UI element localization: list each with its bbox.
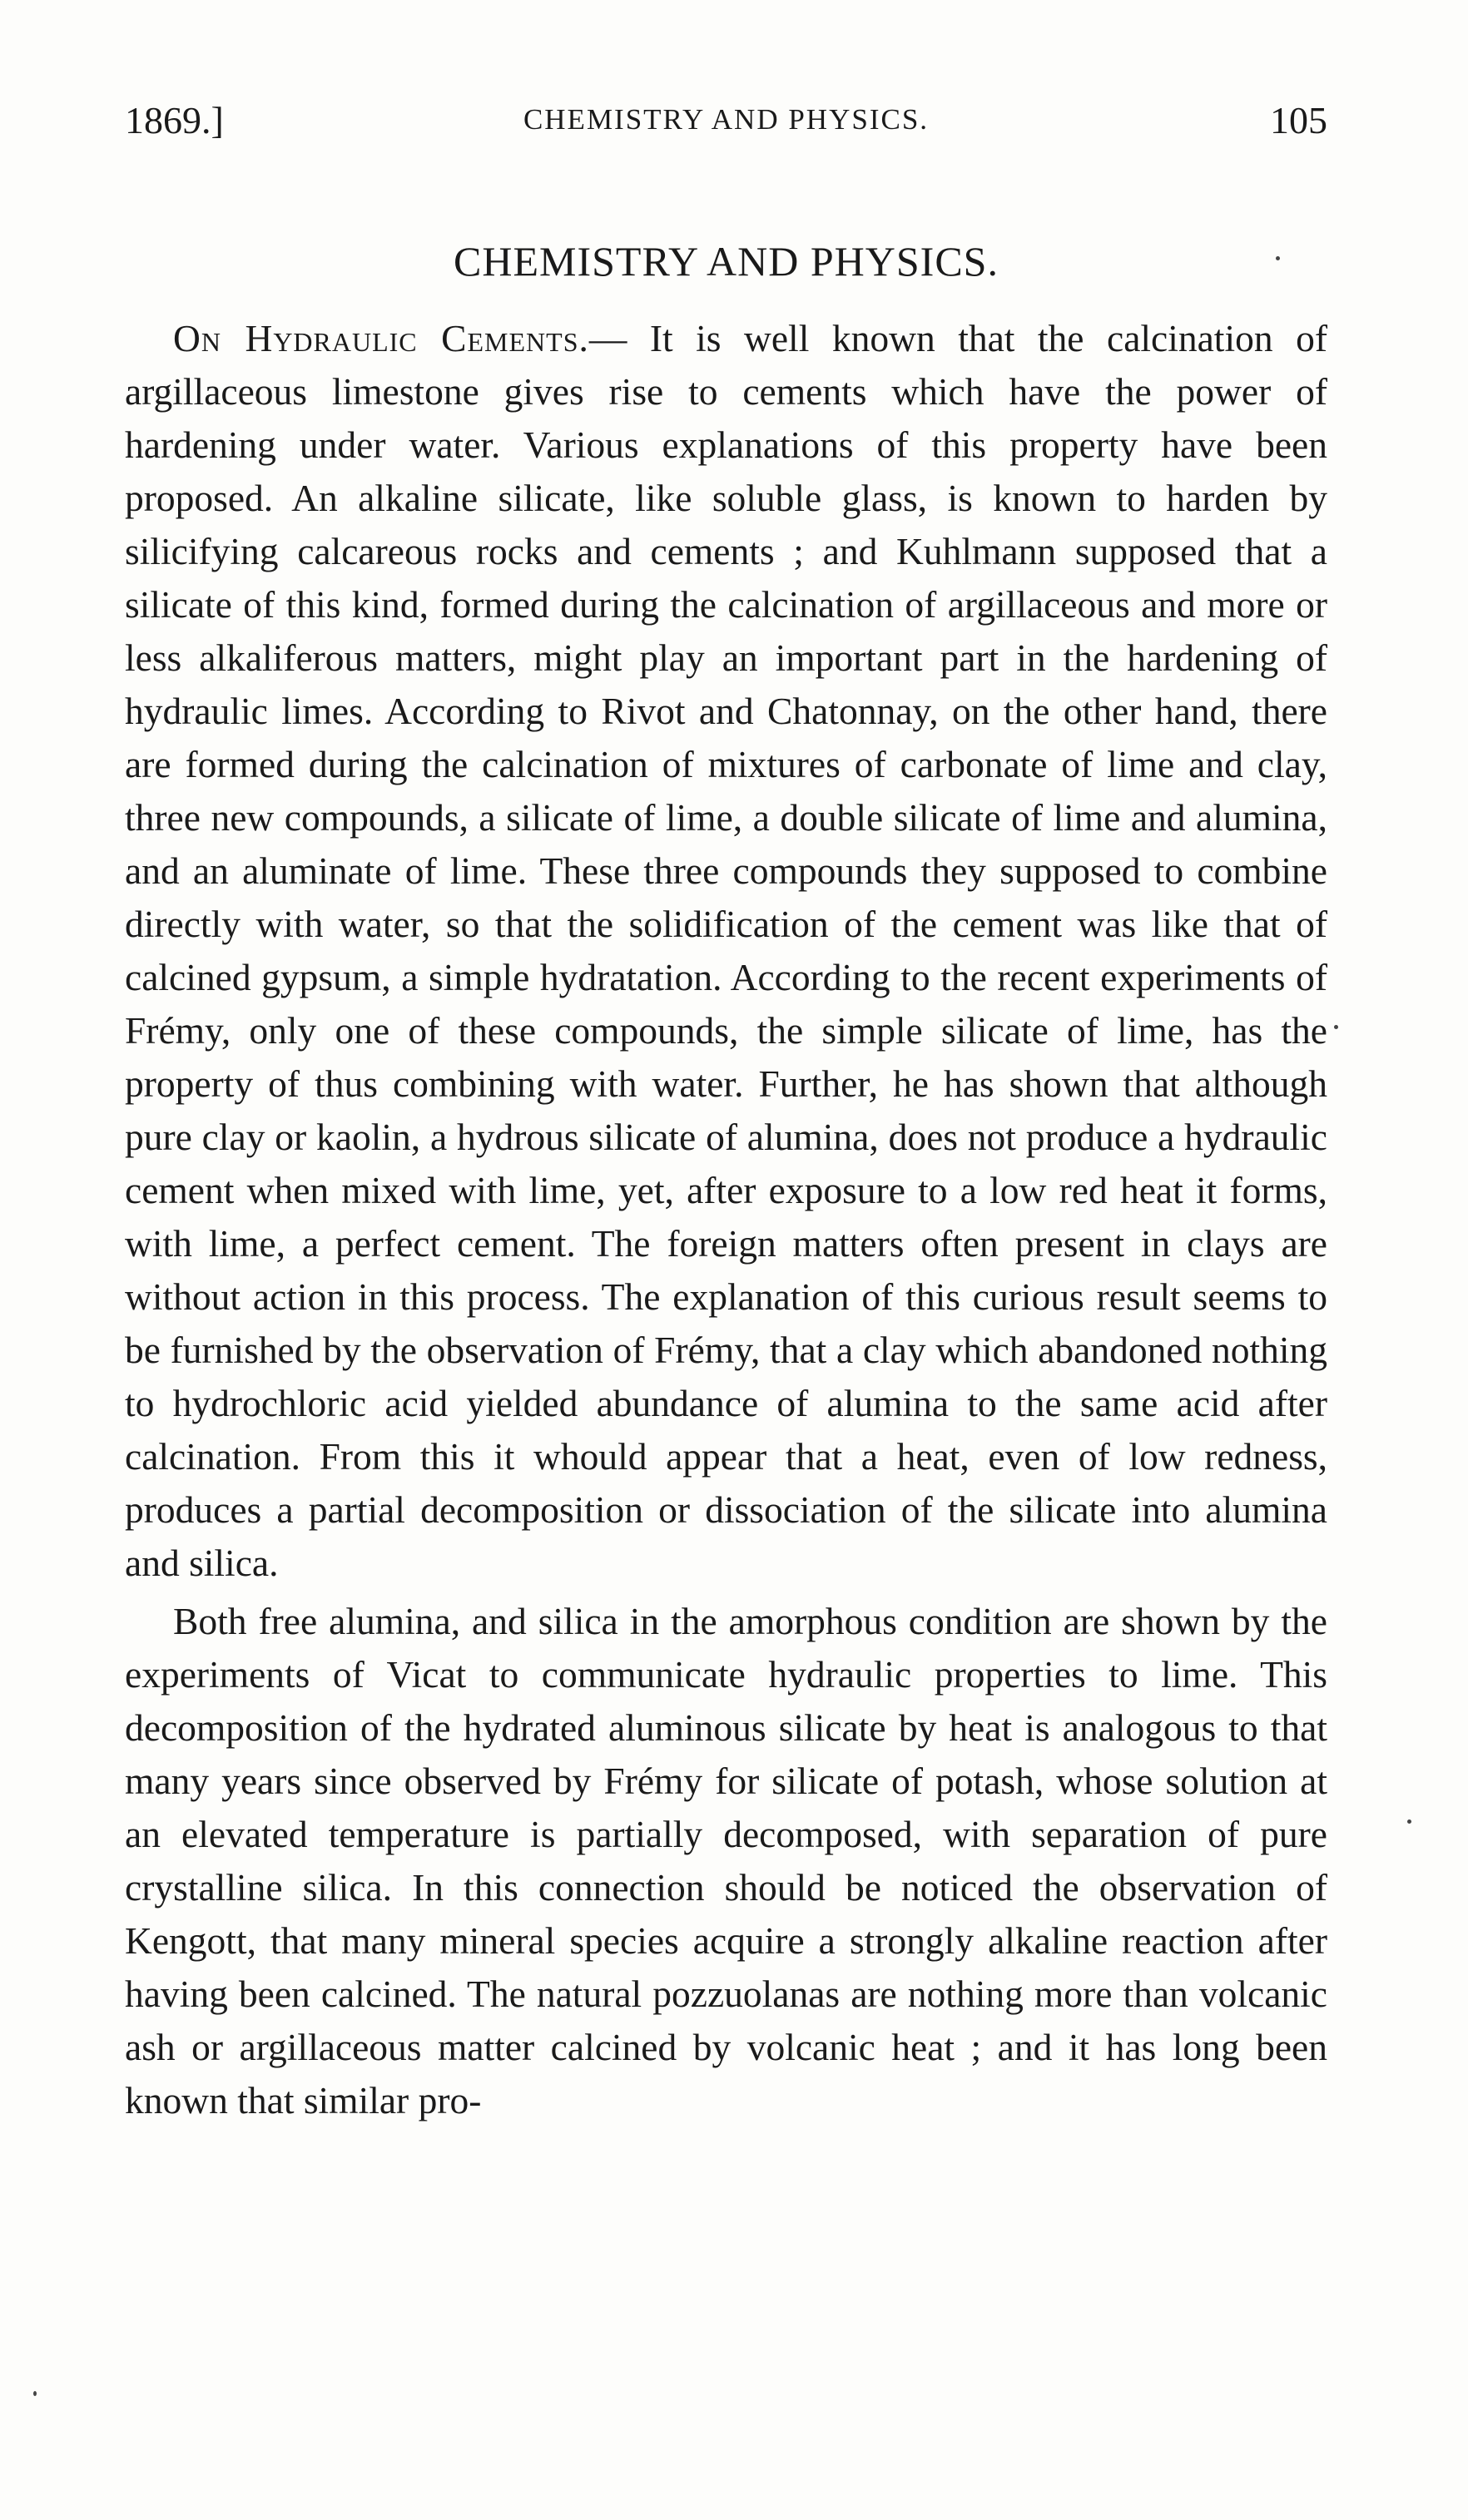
paragraph-1 xyxy=(125,312,1327,1590)
print-speck xyxy=(1276,256,1280,260)
section-title: CHEMISTRY AND PHYSICS. xyxy=(453,238,999,285)
print-speck xyxy=(1334,1025,1338,1029)
running-head xyxy=(125,98,1327,165)
print-speck xyxy=(1407,1819,1411,1824)
paragraph-1-text: — It is well known that the calcination of argillaceous limestone gives rise to cements which have the power of hardening under water. Various explanations of this property have been proposed. An alkaline silicate, like soluble glass, is known to harden by silicifying calcareous rocks and cements ; and Kuhlmann supposed that a silicate of this kind, formed during the calcination of argillaceous and more or less alkaliferous matters, might play an important part in the hardening of hydraulic limes. According to Rivot and Chatonnay, on the other hand, there are formed during the calcination of mixtures of carbonate of lime and clay, three new compounds, a silicate of lime, a double silicate of lime and alumina, and an aluminate of lime. These three compounds they supposed to combine directly with water, so that the solidification of the cement was like that of calcined gypsum, a simple hydratation. According to the recent experiments of Frémy, only one of these compounds, the simple silicate of lime, has the property of thus combining with water. Further, he has shown that although pure clay or kaolin, a hydrous silicate of alumina, does not produce a hydraulic cement when mixed with lime, yet, after exposure to a low red heat it forms, with lime, a perfect cement. The foreign matters often present in clays are without action in this process. The explanation of this curious result seems to be furnished by the observation of Frémy, that a clay which abandoned nothing to hydrochloric acid yielded abundance of alumina to the same acid after calcination. From this it whould appear that a heat, even of low redness, produces a partial decomposition or dissociation of the silicate into alumina and silica. xyxy=(125,317,1327,1584)
article-body xyxy=(125,312,1327,2127)
article-lead-heading: On Hydraulic Cements. xyxy=(173,317,589,359)
header-running-title: CHEMISTRY AND PHYSICS. xyxy=(523,103,930,136)
print-speck xyxy=(33,2391,37,2396)
paragraph-2: Both free alumina, and silica in the amorphous condition are shown by the experiments of Vicat to communicate hydraulic properties to lime. This decomposition of the hydrated aluminous silicate by heat is analogous to that many years since observed by Frémy for silicate of potash, whose solution at an elevated temperature is partially decomposed, with separation of pure crystalline silica. In this connection should be noticed the observation of Kengott, that many mineral species acquire a strongly alkaline reaction after having been calcined. The natural pozzuolanas are nothing more than volcanic ash or argillaceous matter calcined by volcanic heat ; and it has long been known that similar pro- xyxy=(125,1600,1327,2121)
page-number: 105 xyxy=(1270,99,1327,141)
header-year: 1869.] xyxy=(125,99,224,141)
